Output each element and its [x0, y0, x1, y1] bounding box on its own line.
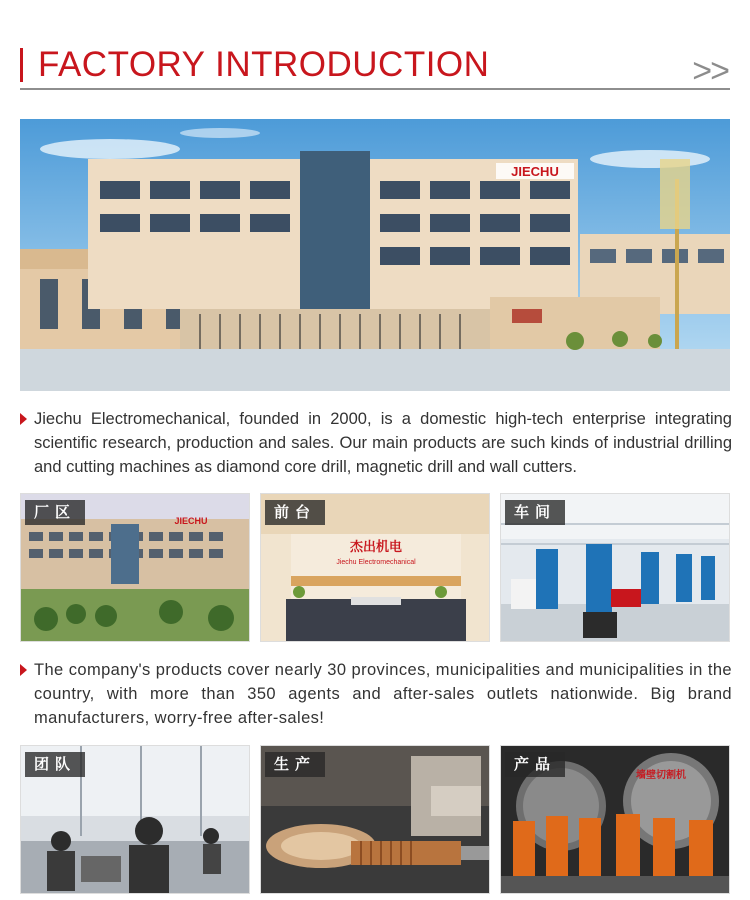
reception-sign-en: Jiechu Electromechanical	[336, 559, 416, 566]
photo-team	[20, 745, 250, 894]
photo-label-factory: 厂区	[25, 500, 85, 525]
more-arrows-link[interactable]: >>	[692, 52, 728, 90]
factory-sign: JIECHU	[174, 516, 208, 526]
factory-building-photo	[20, 119, 730, 391]
photo-production	[260, 745, 490, 894]
intro-text: Jiechu Electromechanical, founded in 2000, is a domestic high-tech enterprise integrating scientific research, production and sales. Our main products are such kinds of industrial drilling and cutting machines as diamond core drill, magnetic drill and wall cutters.	[34, 410, 732, 476]
photo-label-products: 产品	[505, 752, 565, 777]
photo-factory-area	[20, 493, 250, 642]
product-sign: 墙壁切割机	[636, 770, 686, 781]
photo-reception	[260, 493, 490, 642]
photo-workshop	[500, 493, 730, 642]
header-accent-bar	[20, 48, 23, 82]
building-sign: JIECHU	[511, 164, 559, 179]
bullet-triangle-icon	[20, 413, 27, 425]
coverage-paragraph	[20, 658, 732, 730]
section-title: FACTORY INTRODUCTION	[38, 45, 490, 84]
photo-products	[500, 745, 730, 894]
reception-sign-cn: 杰出机电	[349, 540, 403, 555]
photo-label-reception: 前台	[265, 500, 325, 525]
section-header	[20, 44, 730, 90]
photo-label-team: 团队	[25, 752, 85, 777]
coverage-text: The company's products cover nearly 30 provinces, municipalities and municipalities in the country, with more than 350 agents and after-sales outlets nationwide. Big brand manufacturers, worry-free after-sales!	[34, 661, 732, 727]
photo-label-workshop: 车间	[505, 500, 565, 525]
intro-paragraph	[20, 407, 732, 479]
bullet-triangle-icon	[20, 664, 27, 676]
photo-label-production: 生产	[265, 752, 325, 777]
